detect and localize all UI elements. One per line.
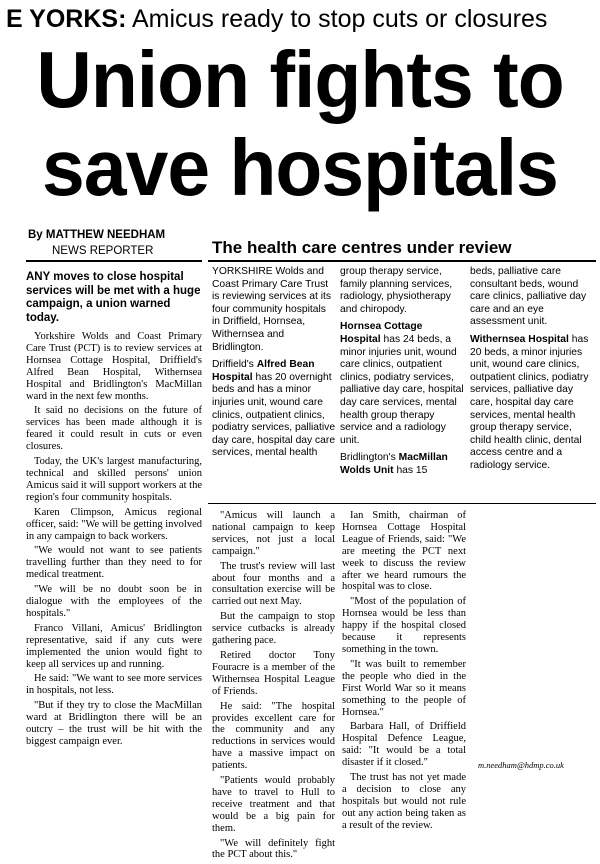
paragraph: But the campaign to stop service cutbacks is already gathering pace. bbox=[212, 611, 335, 647]
paragraph: The trust has not yet made a decision to close any hospitals but would not rule out any action being taken as a result of the review. bbox=[342, 772, 466, 831]
paragraph: "We will be no doubt soon be in dialogue with the employees of the hospitals." bbox=[26, 584, 202, 619]
paragraph: Franco Villani, Amicus' Bridlington representative, said if any cuts were implemented the union would fight to keep all services up and running. bbox=[26, 622, 202, 670]
paragraph: He said: "We want to see more services in hospitals, not less. bbox=[26, 673, 202, 697]
kicker bbox=[6, 2, 596, 36]
headline-line-2: save hospitals bbox=[42, 123, 558, 212]
byline-rule bbox=[26, 260, 202, 262]
paragraph: He said: "The hospital provides excellent care for the community and any reductions in services would have a massive impact on patients. bbox=[212, 700, 335, 772]
paragraph: Yorkshire Wolds and Coast Primary Care Trust (PCT) is to review services at Hornsea Cottage Hospital, Driffield's Alfred Bean Hospital, Withernsea Hospital and Bridlington's MacMillan ward in the next few months. bbox=[26, 331, 202, 402]
article-lead: ANY moves to close hospital services will be met with a huge campaign, a union warned today. bbox=[26, 271, 201, 324]
kicker-region: E YORKS: bbox=[6, 5, 127, 33]
box-intro: YORKSHIRE Wolds and Coast Primary Care Trust is reviewing services at its four community hospitals in Driffield, Hornsea, Withernsea and Bridlington. bbox=[212, 266, 332, 353]
paragraph: "Most of the population of Hornsea would be less than happy if the hospital closed because it represents something in the town. bbox=[342, 596, 466, 655]
article-column-1 bbox=[26, 331, 202, 751]
paragraph: "But if they try to close the MacMillan ward at Bridlington there will be an outcry – the trust will be hit with the biggest campaign ever. bbox=[26, 700, 202, 747]
byline-author: By MATTHEW NEEDHAM bbox=[28, 229, 166, 241]
byline-role: NEWS REPORTER bbox=[52, 245, 154, 257]
paragraph: Barbara Hall, of Driffield Hospital Defence League, said: "It would be a total disaster if it closed." bbox=[342, 721, 466, 769]
author-email-credit: m.needham@hdmp.co.uk bbox=[478, 760, 564, 770]
paragraph: "Amicus will launch a national campaign to keep services, not just a local campaign." bbox=[212, 510, 335, 557]
paragraph: "Patients would probably have to travel to Hull to receive treatment and that would be a big pain for them. bbox=[212, 775, 335, 834]
box-bridlington-cont: beds, palliative care consultant beds, wound care clinics, palliative day care and an eye assessment unit. bbox=[470, 266, 587, 328]
paragraph: "We will definitely fight the PCT about this." bbox=[212, 837, 335, 861]
paragraph: It said no decisions on the future of services has been made although it is feared it could result in cuts or even closures. bbox=[26, 405, 202, 453]
paragraph: Karen Climpson, Amicus regional officer, said: "We will be getting involved in any campaign to back workers. bbox=[26, 506, 202, 542]
article-column-2 bbox=[212, 510, 335, 864]
box-title-rule bbox=[208, 260, 596, 262]
box-bridlington: Bridlington's MacMillan Wolds Unit has 15 bbox=[340, 452, 448, 476]
paragraph: The trust's review will last about four months and a consultation exercise will be carried out next May. bbox=[212, 560, 335, 608]
box-hornsea: Hornsea Cottage Hospital has 24 beds, a minor injuries unit, wound care clinics, outpatient clinics, podiatry services, palliative day care, hospital day care services, mental health group therapy service and a radiology unit. bbox=[340, 321, 464, 446]
paragraph: "We would not want to see patients travelling further than they need to for medical treatment. bbox=[26, 545, 202, 581]
paragraph: Today, the UK's largest manufacturing, technical and skilled persons' union Amicus said it will support workers at the region's four community hospitals. bbox=[26, 456, 202, 503]
box-withernsea: Withernsea Hospital has 20 beds, a minor injuries unit, wound care clinics, outpatient clinics, podiatry services, palliative day care, hospital day care services, mental health group therapy service, child health clinic, dental access centre and a radiology service. bbox=[470, 333, 589, 471]
box-title: The health care centres under review bbox=[212, 238, 512, 257]
paragraph: Retired doctor Tony Fouracre is a member of the Withernsea Hospital League of Friends. bbox=[212, 649, 335, 697]
kicker-text: Amicus ready to stop cuts or closures bbox=[126, 5, 548, 33]
box-driffield: Driffield's Alfred Bean Hospital has 20 overnight beds and has a minor injuries unit, wound care clinics, outpatient clinics, podiatry services, palliative day care, hospital day care services, mental health bbox=[212, 359, 336, 459]
paragraph: Ian Smith, chairman of Hornsea Cottage Hospital League of Friends, said: "We are meeting the PCT next week to discuss the review after we heard rumours the hospital was to close. bbox=[342, 510, 466, 593]
box-column-3 bbox=[470, 266, 594, 478]
box-driffield-cont: group therapy service, family planning services, radiology, physiotherapy and chiropody. bbox=[340, 266, 453, 315]
article-column-3 bbox=[342, 510, 466, 835]
box-bottom-rule bbox=[208, 503, 596, 504]
box-column-2 bbox=[340, 266, 464, 483]
headline-line-1: Union fights to bbox=[36, 35, 564, 124]
paragraph: "It was built to remember the people who died in the First World War so it means something to the people of Hornsea." bbox=[342, 658, 466, 718]
box-column-1 bbox=[212, 266, 336, 465]
